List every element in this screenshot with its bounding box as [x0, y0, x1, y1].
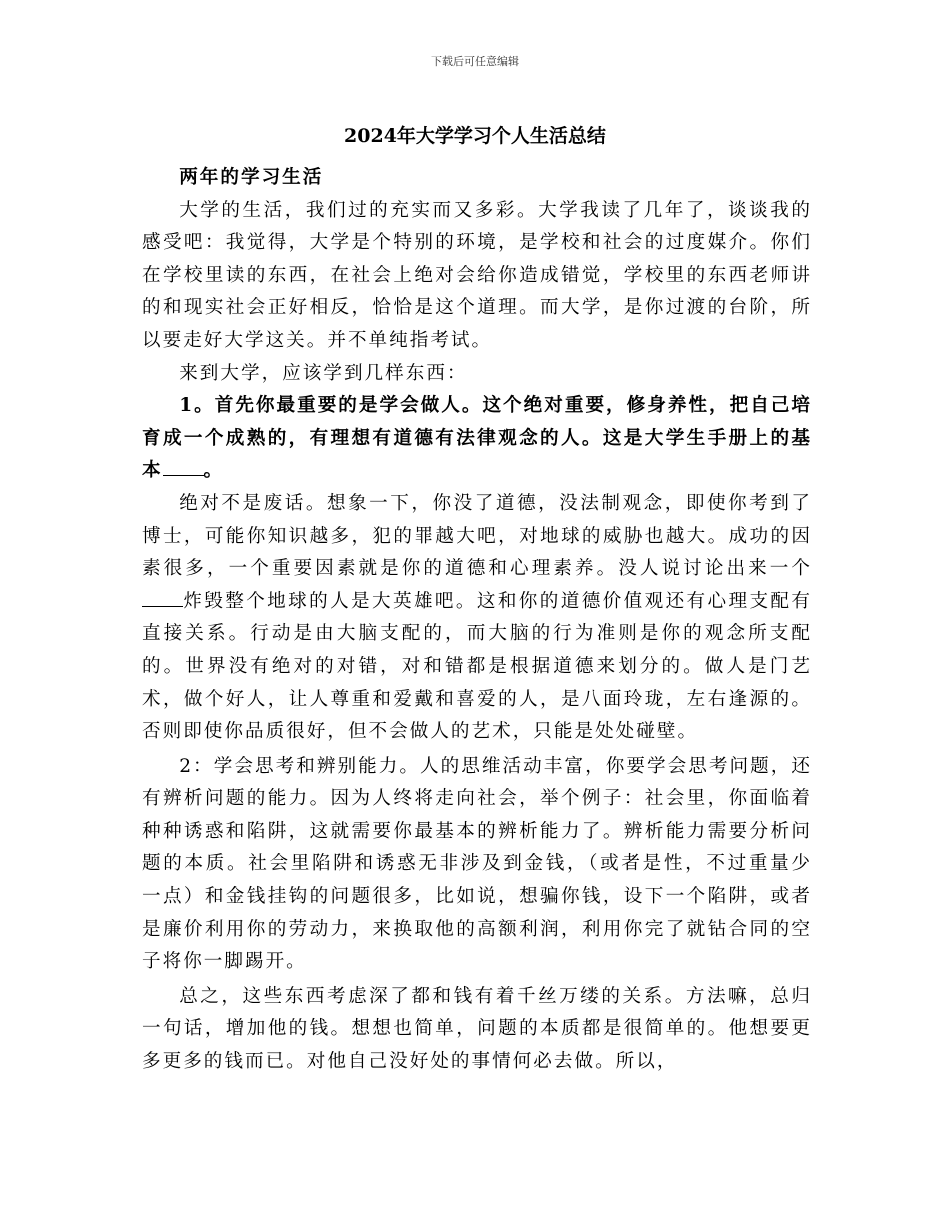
- paragraph-point-2: 2：学会思考和辨别能力。人的思维活动丰富，你要学会思考问题，还有辨析问题的能力。因为人终将走向社会，举个例子：社会里，你面临着种种诱惑和陷阱，这就需要你最基本的辨析能力了。辨析能力需要分析问题的本质。社会里陷阱和诱惑无非涉及到金钱，（或者是性，不过重量少一点）和金钱挂钩的问题很多，比如说，想骗你钱，设下一个陷阱，或者是廉价利用你的劳动力，来换取他的高额利润，利用你完了就钻合同的空子将你一脚踢开。: [142, 755, 812, 973]
- paragraph-summary: 总之，这些东西考虑深了都和钱有着千丝万缕的关系。方法嘛，总归一句话，增加他的钱。想想也简单，问题的本质都是很简单的。他想要更多更多的钱而已。对他自己没好处的事情何必去做。所以，: [142, 985, 812, 1073]
- point-1-text: 1。首先你最重要的是学会做人。这个绝对重要，修身养性，把自己培育成一个成熟的，有理想有道德有法律观念的人。这是大学生手册上的基本: [142, 395, 812, 482]
- blank-underline: [163, 458, 204, 477]
- point-1-end: 。: [203, 460, 225, 482]
- paragraph-list-intro: 来到大学，应该学到几样东西：: [179, 362, 468, 384]
- paragraph-point-1: [142, 390, 812, 488]
- blank-underline: [142, 588, 183, 607]
- paragraph-intro: 大学的生活，我们过的充实而又多彩。大学我读了几年了，谈谈我的感受吧：我觉得，大学是个特别的环境，是学校和社会的过度媒介。你们在学校里读的东西，在社会上绝对会给你造成错觉，学校里的东西老师讲的和现实社会正好相反，恰恰是这个道理。而大学，是你过渡的台阶，所以要走好大学这关。并不单纯指考试。: [142, 199, 812, 351]
- paragraph-morality: [142, 488, 812, 749]
- morality-text-b: 炸毁整个地球的人是大英雄吧。这和你的道德价值观还有心理支配有直接关系。行动是由大脑支配的，而大脑的行为准则是你的观念所支配的。世界没有绝对的对错，对和错都是根据道德来划分的。做人是门艺术，做个好人，让人尊重和爱戴和喜爱的人，是八面玲珑，左右逢源的。否则即使你品质很好，但不会做人的艺术，只能是处处碰壁。: [142, 590, 812, 743]
- page-header: 下载后可任意编辑: [431, 55, 519, 68]
- morality-text-a: 绝对不是废话。想象一下，你没了道德，没法制观念，即使你考到了博士，可能你知识越多，犯的罪越大吧，对地球的威胁也越大。成功的因素很多，一个重要因素就是你的道德和心理素养。没人说讨论出来一个: [142, 492, 812, 580]
- section-heading: 两年的学习生活: [179, 167, 324, 188]
- document-body: [142, 162, 812, 1079]
- document-title: 2024年大学学习个人生活总结: [344, 125, 606, 147]
